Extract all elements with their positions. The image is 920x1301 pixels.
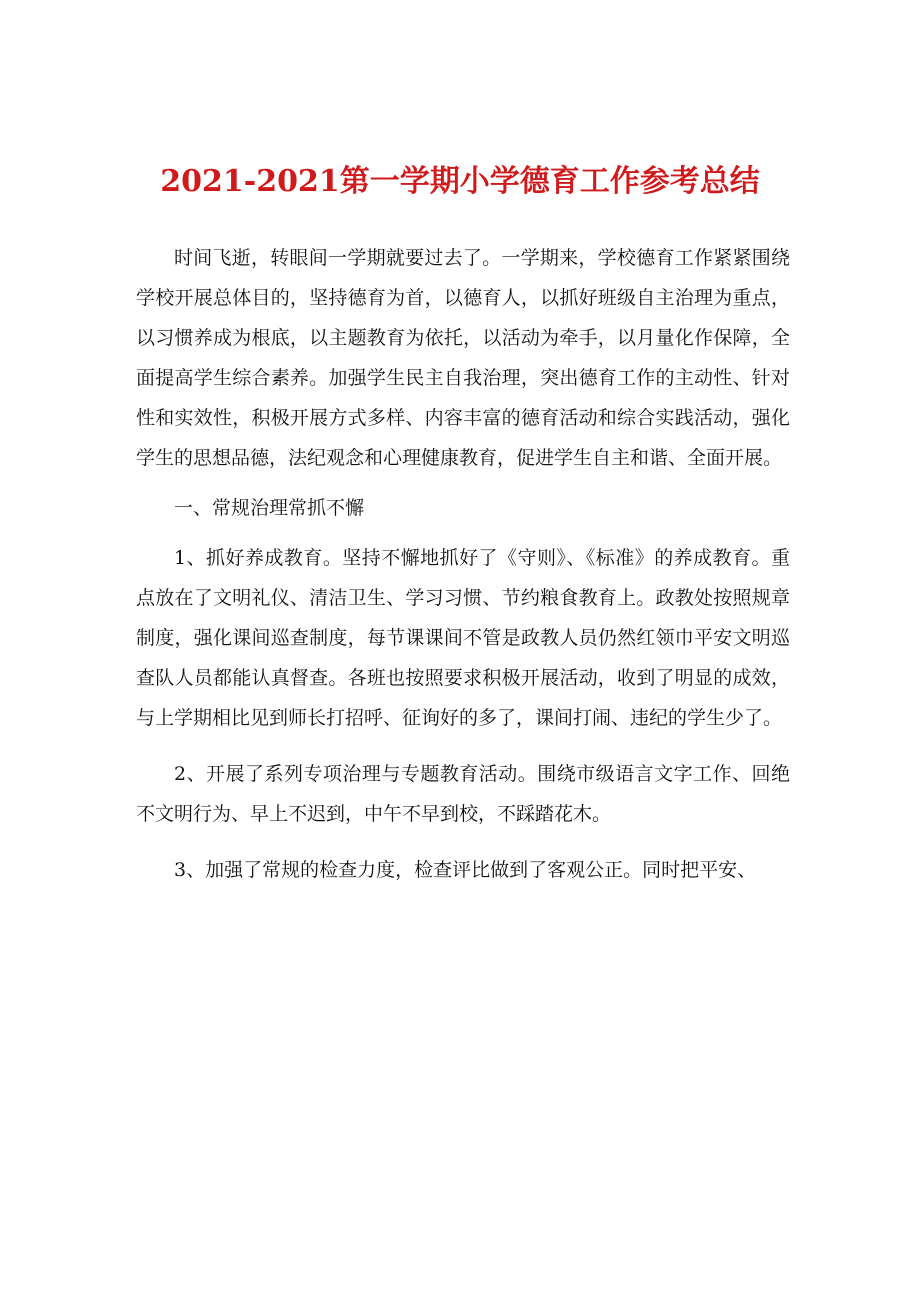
paragraph-item-1: 1、抓好养成教育。坚持不懈地抓好了《守则》、《标准》的养成教育。重点放在了文明礼仪、清洁卫生、学习习惯、节约粮食教育上。政教处按照规章制度，强化课间巡查制度，每节课课间不管是政教人员仍然红领巾平安文明巡查队人员都能认真督查。各班也按照要求积极开展活动，收到了明显的成效，与上学期相比见到师长打招呼、征询好的多了，课间打闹、违纪的学生少了。 xyxy=(136,547,790,729)
document-body xyxy=(136,238,790,890)
paragraph-item-3: 3、加强了常规的检查力度，检查评比做到了客观公正。同时把平安、 xyxy=(174,859,757,881)
paragraph-intro: 时间飞逝，转眼间一学期就要过去了。一学期来，学校德育工作紧紧围绕学校开展总体目的，坚持德育为首，以德育人，以抓好班级自主治理为重点，以习惯养成为根底，以主题教育为依托，以活动为牵手，以月量化作保障，全面提高学生综合素养。加强学生民主自我治理，突出德育工作的主动性、针对性和实效性，积极开展方式多样、内容丰富的德育活动和综合实践活动，强化学生的思想品德，法纪观念和心理健康教育，促进学生自主和谐、全面开展。 xyxy=(136,247,790,469)
paragraph-item-2: 2、开展了系列专项治理与专题教育活动。围绕市级语言文字工作、回绝不文明行为、早上不迟到，中午不早到校，不踩踏花木。 xyxy=(136,763,790,825)
document-title: 2021-2021第一学期小学德育工作参考总结 xyxy=(160,164,760,199)
section-heading: 一、常规治理常抓不懈 xyxy=(174,497,365,519)
